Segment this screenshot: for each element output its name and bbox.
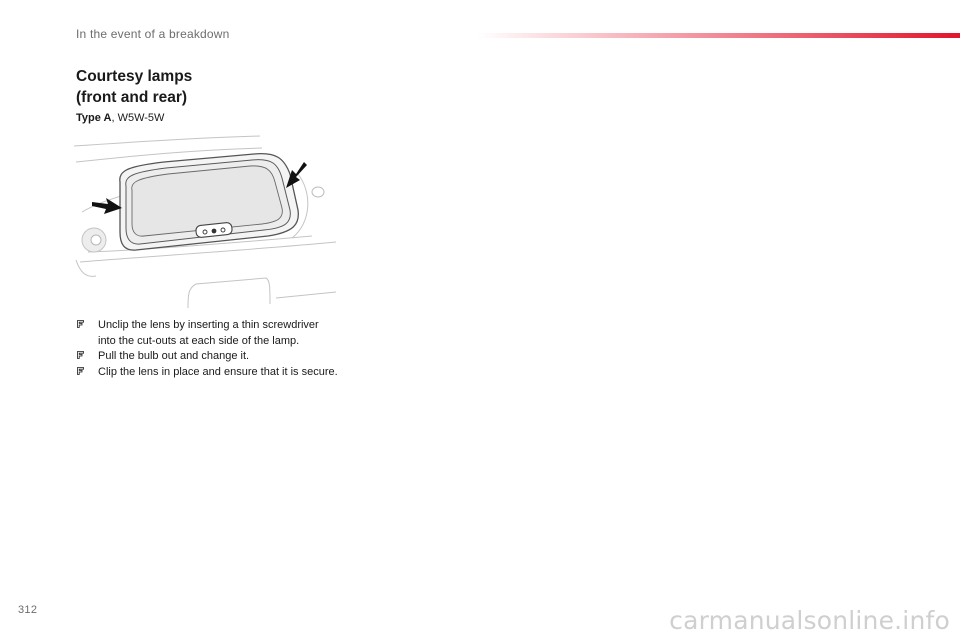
step-text: Unclip the lens by inserting a thin screwdriver into the cut-outs at each side of the lamp.: [98, 319, 319, 347]
courtesy-lamp-illustration: [72, 132, 340, 312]
title-line-1: Courtesy lamps: [76, 68, 193, 85]
screw-right: [312, 187, 324, 197]
step-text: Clip the lens in place and ensure that it is secure.: [98, 365, 338, 378]
page-title: [76, 66, 192, 108]
bulb-type-value: , W5W-5W: [111, 112, 165, 124]
checkbox-icon: [77, 320, 84, 328]
bulb-type-label: Type A: [76, 112, 112, 124]
list-item: [76, 365, 338, 381]
checkbox-icon: [77, 351, 84, 359]
arrow-left-icon: [92, 198, 122, 214]
bulb-type: [76, 112, 164, 124]
section-header: In the event of a breakdown: [76, 27, 230, 41]
step-text: Pull the bulb out and change it.: [98, 350, 250, 362]
list-item: [76, 318, 338, 349]
list-item: [76, 349, 338, 365]
watermark: carmanualsonline.info: [669, 606, 950, 635]
page-number: 312: [18, 604, 38, 616]
checkbox-icon: [77, 367, 84, 375]
instruction-list: [76, 318, 338, 380]
header-accent-bar: [478, 33, 960, 38]
title-line-2: (front and rear): [76, 89, 188, 106]
